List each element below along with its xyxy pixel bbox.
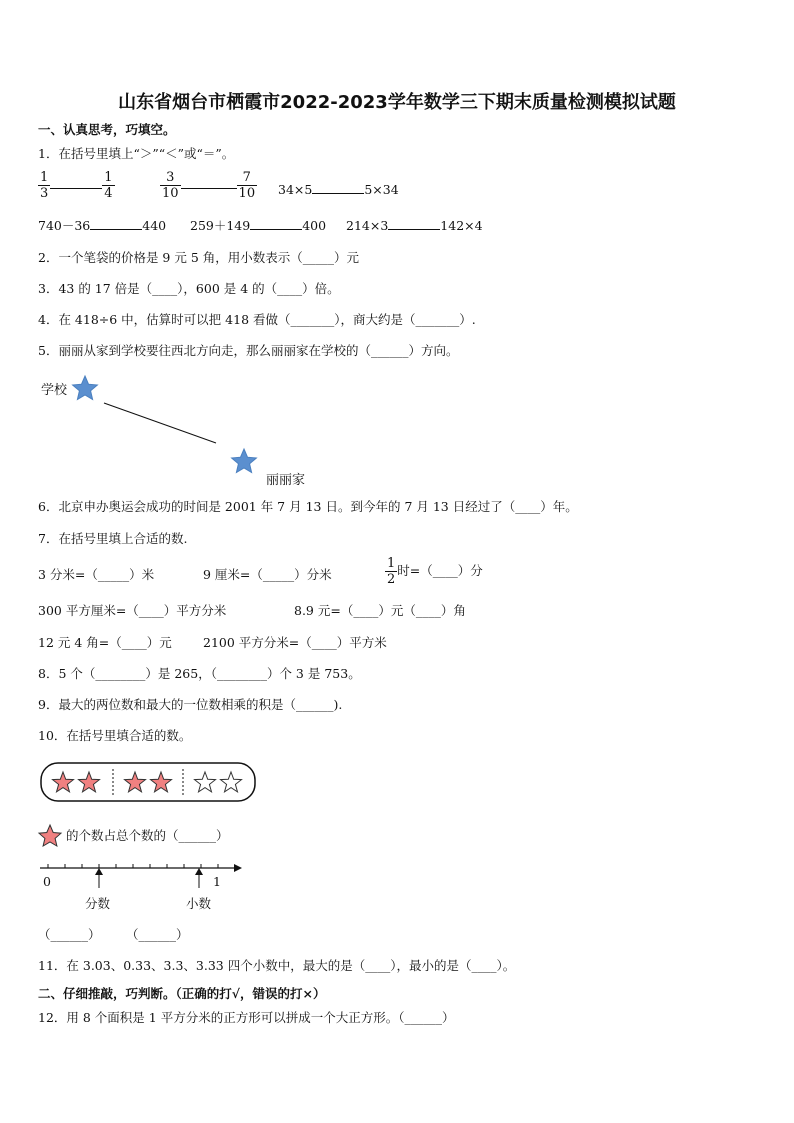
q1-compare-214: 214×3 142×4 — [346, 218, 483, 233]
arrow-head-icon — [234, 864, 242, 872]
answer-blank[interactable] — [90, 229, 142, 230]
answer-blank-decimal[interactable]: （______） — [126, 927, 189, 942]
question-1: 1．在括号里填上“＞”“＜”或“＝”。 — [38, 146, 235, 161]
question-11: 11．在 3.03、0.33、3.3、3.33 四个小数中，最大的是（____），最小的是（____）。 — [38, 958, 516, 973]
map-diagram — [0, 370, 794, 490]
question-5: 5．丽丽从家到学校要往西北方向走，那么丽丽家在学校的（______）方向。 — [38, 343, 459, 358]
fraction-3-10: $\frac{3}{10}$ — [162, 170, 179, 201]
q7-item-centimeter: 9 厘米=（_____）分米 — [203, 567, 332, 582]
answer-blank[interactable] — [312, 193, 364, 194]
empty-star-icon — [195, 772, 216, 792]
filled-star-icon — [53, 772, 74, 792]
stars-box — [38, 760, 298, 804]
question-4: 4．在 418÷6 中，估算时可以把 418 看做（_______），商大约是（_______）. — [38, 312, 476, 327]
q1-compare-259: 259＋149 400 — [190, 218, 327, 233]
star-question: 的个数占总个数的（______） — [66, 828, 229, 843]
q7-item-decimeter: 3 分米=（_____）米 — [38, 567, 155, 582]
star-legend-icon — [38, 824, 64, 848]
school-label: 学校 — [41, 383, 68, 398]
question-3: 3．43 的 17 倍是（____），600 是 4 的（____）倍。 — [38, 281, 340, 296]
fraction-1-3: $\frac{1}{3}$ — [40, 170, 49, 201]
answer-blank[interactable] — [388, 229, 440, 230]
up-arrow-icon — [95, 868, 103, 875]
q1-compare-row-1 — [38, 170, 115, 201]
number-line-end: 1 — [213, 874, 221, 889]
path-line — [104, 403, 216, 443]
empty-star-icon — [221, 772, 242, 792]
fraction-7-10: $\frac{7}{10}$ — [238, 170, 256, 201]
q1-compare-34x5: 34×5 5×34 — [278, 182, 399, 197]
question-9: 9．最大的两位数和最大的一位数相乘的积是（______). — [38, 697, 343, 712]
number-line-start: 0 — [43, 874, 51, 889]
up-arrow-icon — [195, 868, 203, 875]
q7-item-jiao: 12 元 4 角=（____）元 — [38, 635, 172, 650]
q7-item-square-dm: 2100 平方分米=（____）平方米 — [203, 635, 387, 650]
decimal-label: 小数 — [186, 896, 212, 911]
section-2-heading: 二、仔细推敲，巧判断。（正确的打√，错误的打×） — [38, 986, 326, 1001]
q1-compare-row-2 — [160, 170, 257, 201]
fraction-1-2: $\frac{1}{2}$ — [387, 556, 396, 587]
answer-blank[interactable] — [250, 229, 302, 230]
filled-star-icon — [151, 772, 172, 792]
q7-item-half-hour: $\frac{1}{2}$ 时=（____）分 — [387, 556, 483, 587]
star-row — [53, 772, 242, 792]
question-10: 10．在括号里填合适的数。 — [38, 728, 192, 743]
question-7: 7．在括号里填上合适的数. — [38, 531, 188, 546]
q7-item-square-cm: 300 平方厘米=（____）平方分米 — [38, 603, 227, 618]
home-star-icon — [232, 449, 257, 473]
question-12: 12．用 8 个面积是 1 平方分米的正方形可以拼成一个大正方形。（______） — [38, 1010, 455, 1025]
filled-star-icon — [125, 772, 146, 792]
filled-star-icon — [79, 772, 100, 792]
filled-star-icon — [39, 825, 61, 846]
answer-blank-fraction[interactable]: （______） — [38, 927, 101, 942]
fraction-label: 分数 — [85, 896, 111, 911]
number-line — [38, 858, 288, 898]
q1-compare-740: 740－36 440 — [38, 218, 167, 233]
home-label: 丽丽家 — [266, 473, 306, 488]
question-6: 6．北京申办奥运会成功的时间是 2001 年 7 月 13 日。到今年的 7 月 13 日经过了（____）年。 — [38, 499, 578, 514]
fraction-1-4: $\frac{1}{4}$ — [104, 170, 113, 201]
school-star-icon — [73, 376, 98, 400]
section-1-heading: 一、认真思考，巧填空。 — [38, 122, 176, 137]
q7-item-yuan: 8.9 元=（____）元（____）角 — [294, 603, 466, 618]
question-8: 8．5 个（________）是 265，（________）个 3 是 753。 — [38, 666, 361, 681]
answer-blank[interactable] — [181, 188, 237, 189]
page-title: 山东省烟台市栖霞市2022-2023学年数学三下期末质量检测模拟试题 — [118, 92, 676, 113]
answer-blank[interactable] — [50, 188, 102, 189]
question-2: 2．一个笔袋的价格是 9 元 5 角，用小数表示（_____）元 — [38, 250, 360, 265]
